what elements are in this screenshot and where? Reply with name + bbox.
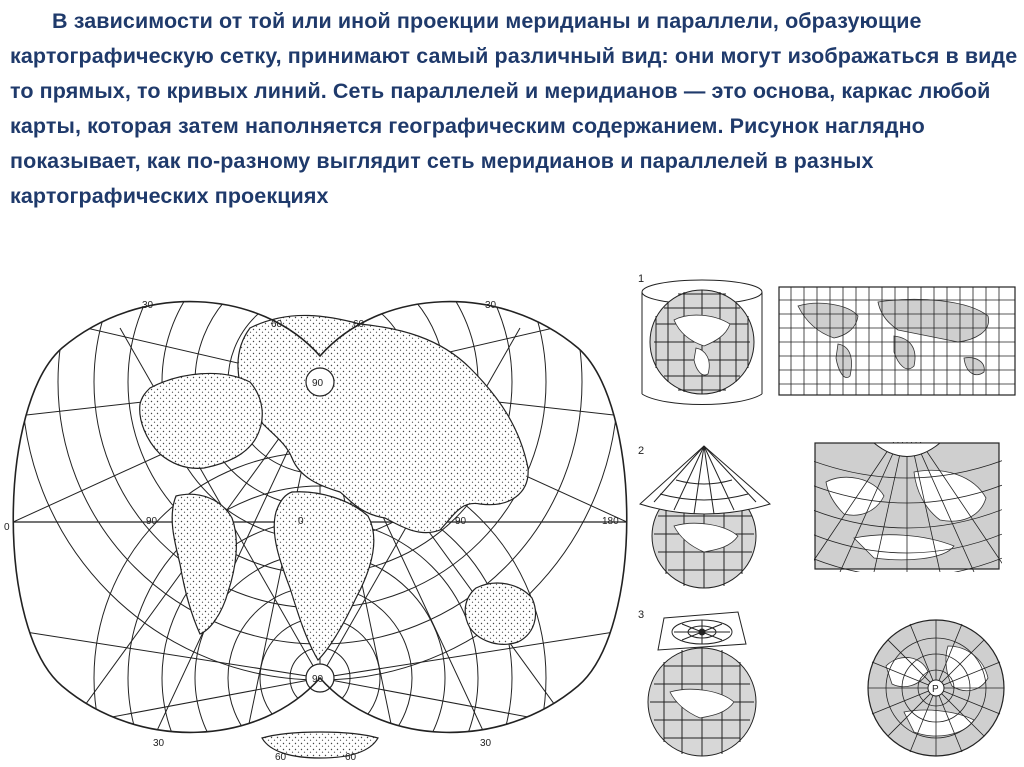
label-lon90-right: 90	[455, 516, 467, 527]
label-lat30-top-left: 30	[142, 300, 154, 311]
continent-south-america	[172, 494, 236, 634]
label-lon0-left: 0	[4, 522, 10, 533]
continents	[140, 315, 536, 758]
world-map-projection-figure	[0, 268, 640, 767]
azimuthal-map-figure	[864, 616, 1008, 760]
azimuthal-globe-figure	[634, 604, 774, 764]
slide-paragraph: В зависимости от той или иной проекции меридианы и параллели, образующие картографическую сетку, принимают самый различный вид: они могут изображаться в виде то прямых, то кривых линий. Сеть параллелей и меридианов — это основа, каркас любой карты, которая затем наполняется географическим содержанием. Рисунок наглядно показывает, как по-разному выглядит сеть меридианов и параллелей в разных картографических проекциях	[10, 9, 1018, 208]
label-lat60-right: 60	[353, 319, 365, 330]
label-lat60-left: 60	[271, 319, 283, 330]
conic-globe-figure	[634, 440, 780, 590]
conic-map-figure	[814, 442, 1002, 572]
label-lon0-center: 0	[298, 516, 304, 527]
label-lat60-bottom-left: 60	[275, 752, 287, 763]
label-south-pole: 90	[312, 674, 324, 685]
projection-number-3: 3	[638, 609, 645, 621]
continent-australia	[465, 583, 535, 644]
label-lon90-left: 90	[146, 516, 158, 527]
label-lat60-bottom-right: 60	[345, 752, 357, 763]
continent-africa	[274, 492, 374, 660]
label-lat30-top-right: 30	[485, 300, 497, 311]
projection-number-2: 2	[638, 445, 645, 457]
label-north-pole: 90	[312, 378, 324, 389]
cylindrical-map-figure	[778, 286, 1018, 398]
cylindrical-globe-figure	[634, 270, 770, 410]
label-lat30-bottom-right: 30	[480, 738, 492, 749]
pole-label-p: P	[932, 684, 939, 695]
projection-number-1: 1	[638, 273, 645, 285]
continent-north-america	[140, 373, 263, 468]
label-lat30-bottom-left: 30	[153, 738, 165, 749]
label-lon180-right: 180	[602, 516, 619, 527]
